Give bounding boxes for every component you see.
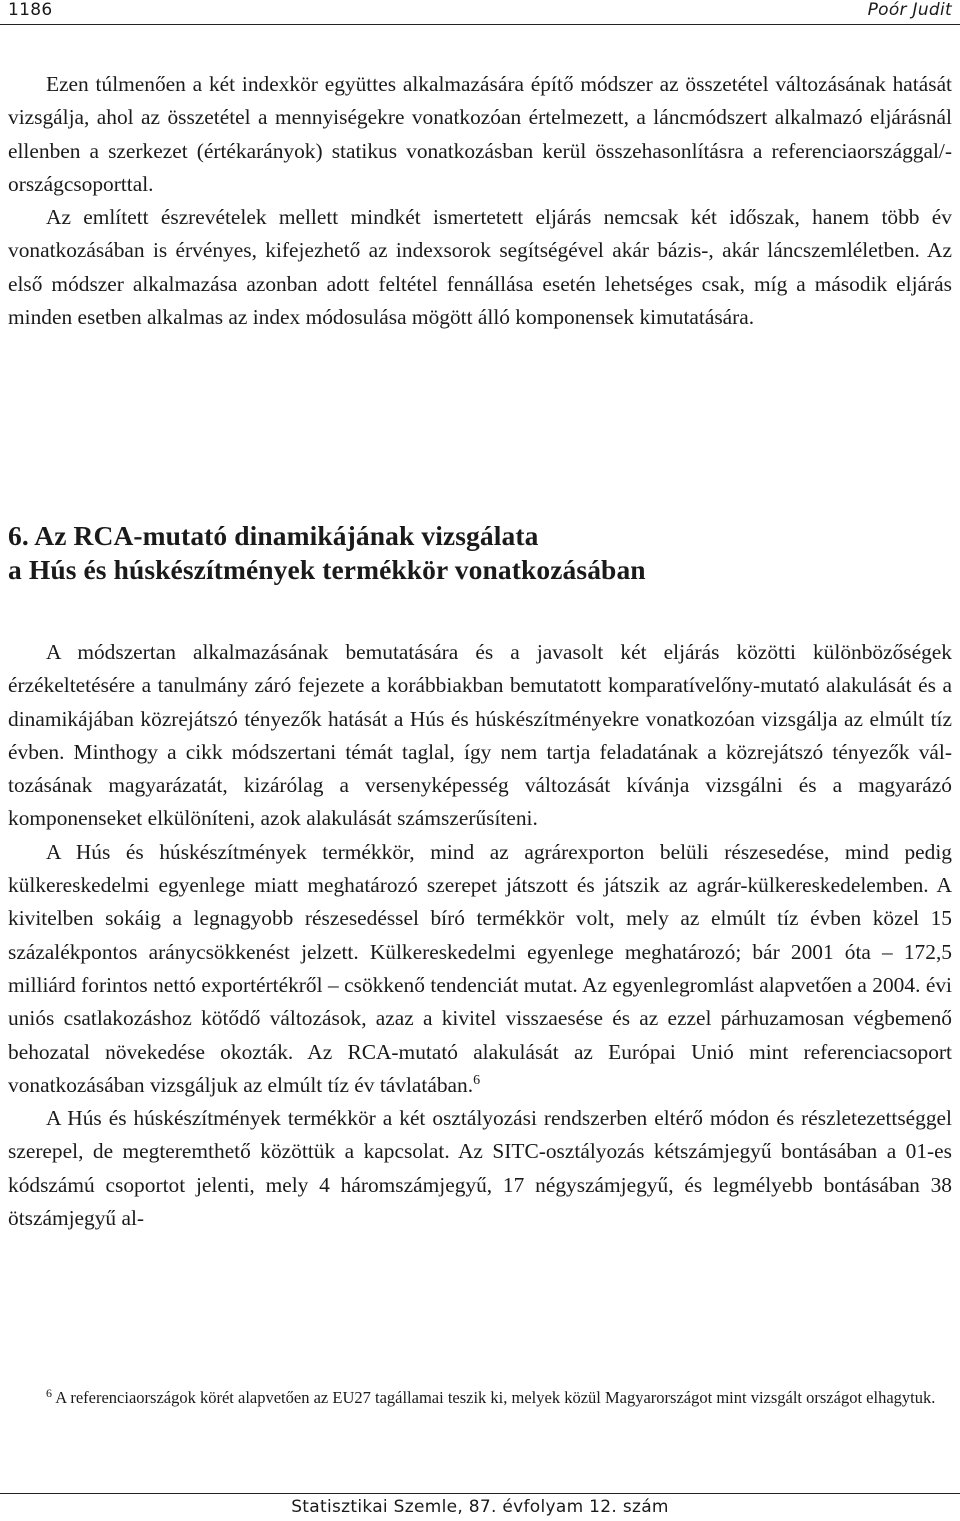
paragraph: A Hús és húskészítmények termékkör a két osztályozási rendszerben eltérő módon és részletezettséggel szerepel, de megteremthető közöttük a kapcsolat. Az SITC-osztályozás kétszámjegyű bontásában a 01-es kódszámú csoportot jelenti, mely 4 háromszámjegyű, 17 négyszámjegyű, és legmélyebb bontásában 38 ötszámjegyű al- (8, 1106, 952, 1231)
section-2-text (8, 636, 952, 1235)
paragraph (8, 836, 952, 1102)
section-heading (8, 519, 952, 587)
footnote (8, 1385, 952, 1411)
footnote-paragraph (8, 1385, 952, 1411)
page-header (0, 0, 960, 25)
paragraph: Ezen túlmenően a két indexkör együttes alkalmazására építő módszer az összetétel változásának hatását vizsgálja, ahol az összetétel a mennyiségekre vonatkozóan értelmezett, a láncmódszert alkalmazó eljárásnál ellenben a szerkezet (értékarányok) statikus vonatkozásban kerül összehasonlításra a referenciaországgal/-országcsoporttal. (8, 72, 952, 196)
footnote-reference[interactable]: 6 (473, 1072, 481, 1088)
page-footer (0, 1493, 960, 1517)
section-heading-line-1: 6. Az RCA-mutató dinamikájának vizsgálata (8, 520, 539, 551)
paragraph: Az említett észrevételek mellett mindkét ismertetett eljárás nemcsak két időszak, hanem több év vonatkozásában is érvényes, kifejezhető az indexsorok segítségével akár bázis-, akár láncszemléletben. Az első módszer alkalmazása azonban adott feltétel fennállása esetén lehetséges csak, míg a második eljárás minden esetben alkalmas az index módosulása mögött álló komponensek kimutatására. (8, 205, 952, 330)
paragraph-text: A Hús és húskészítmények termékkör, mind az agrárexporton belüli részesedése, mind pedig külkereskedelmi egyenlege miatt meghatározó szerepet játszott és játszik az agrár-külkereskedelemben. A kivitelben sokáig a legnagyobb részesedéssel bíró termékkör volt, mely az elmúlt tíz évben közel 15 százalékpontos aránycsökkenést jelzett. Külkereskedelmi egyenlege meghatározó; bár 2001 óta – 172,5 milliárd forintos nettó exportértékről – csökkenő tendenciát mutat. Az egyenlegromlást alapvetően a 2004. évi uniós csatlakozáshoz kötődő változások, azaz a kivitel visszaesése és az ezzel párhuzamosan végbemenő behozatal növekedése okozták. Az RCA-mutató alakulását az Európai Unió mint referenciacsoport vonatkozásában vizsgáljuk az elmúlt tíz év távlatában. (8, 839, 952, 1097)
section-heading-line-2: a Hús és húskészítmények termékkör vonatkozásában (8, 554, 646, 585)
running-head-author: Poór Judit (867, 0, 952, 20)
page-number: 1186 (8, 0, 53, 20)
paragraph: A módszertan alkalmazásának bemutatására és a javasolt két eljárás közötti különbözőségek érzékeltetésére a tanulmány záró fejezete a korábbiakban bemutatott komparatívelőny-mutató alakulását és a dinamikájában közrejátszó tényezők hatását a Hús és húskészítményekre vonatkozóan vizsgálja az elmúlt tíz évben. Minthogy a cikk módszertani témát taglal, így nem tartja feladatának a közrejátszó tényezők változásának magyarázatát, kizárólag a versenyképesség változását kívánja vizsgálni és a magyarázó komponenseket elkülöníteni, azok alakulását számszerűsíteni. (8, 640, 952, 831)
footnote-number: 6 (46, 1386, 52, 1400)
section-1-text (8, 68, 952, 334)
journal-citation: Statisztikai Szemle, 87. évfolyam 12. szám (291, 1497, 669, 1517)
footnote-text: A referenciaországok körét alapvetően az EU27 tagállamai teszik ki, melyek közül Magyarországot mint vizsgált országot elhagytuk. (55, 1388, 936, 1407)
